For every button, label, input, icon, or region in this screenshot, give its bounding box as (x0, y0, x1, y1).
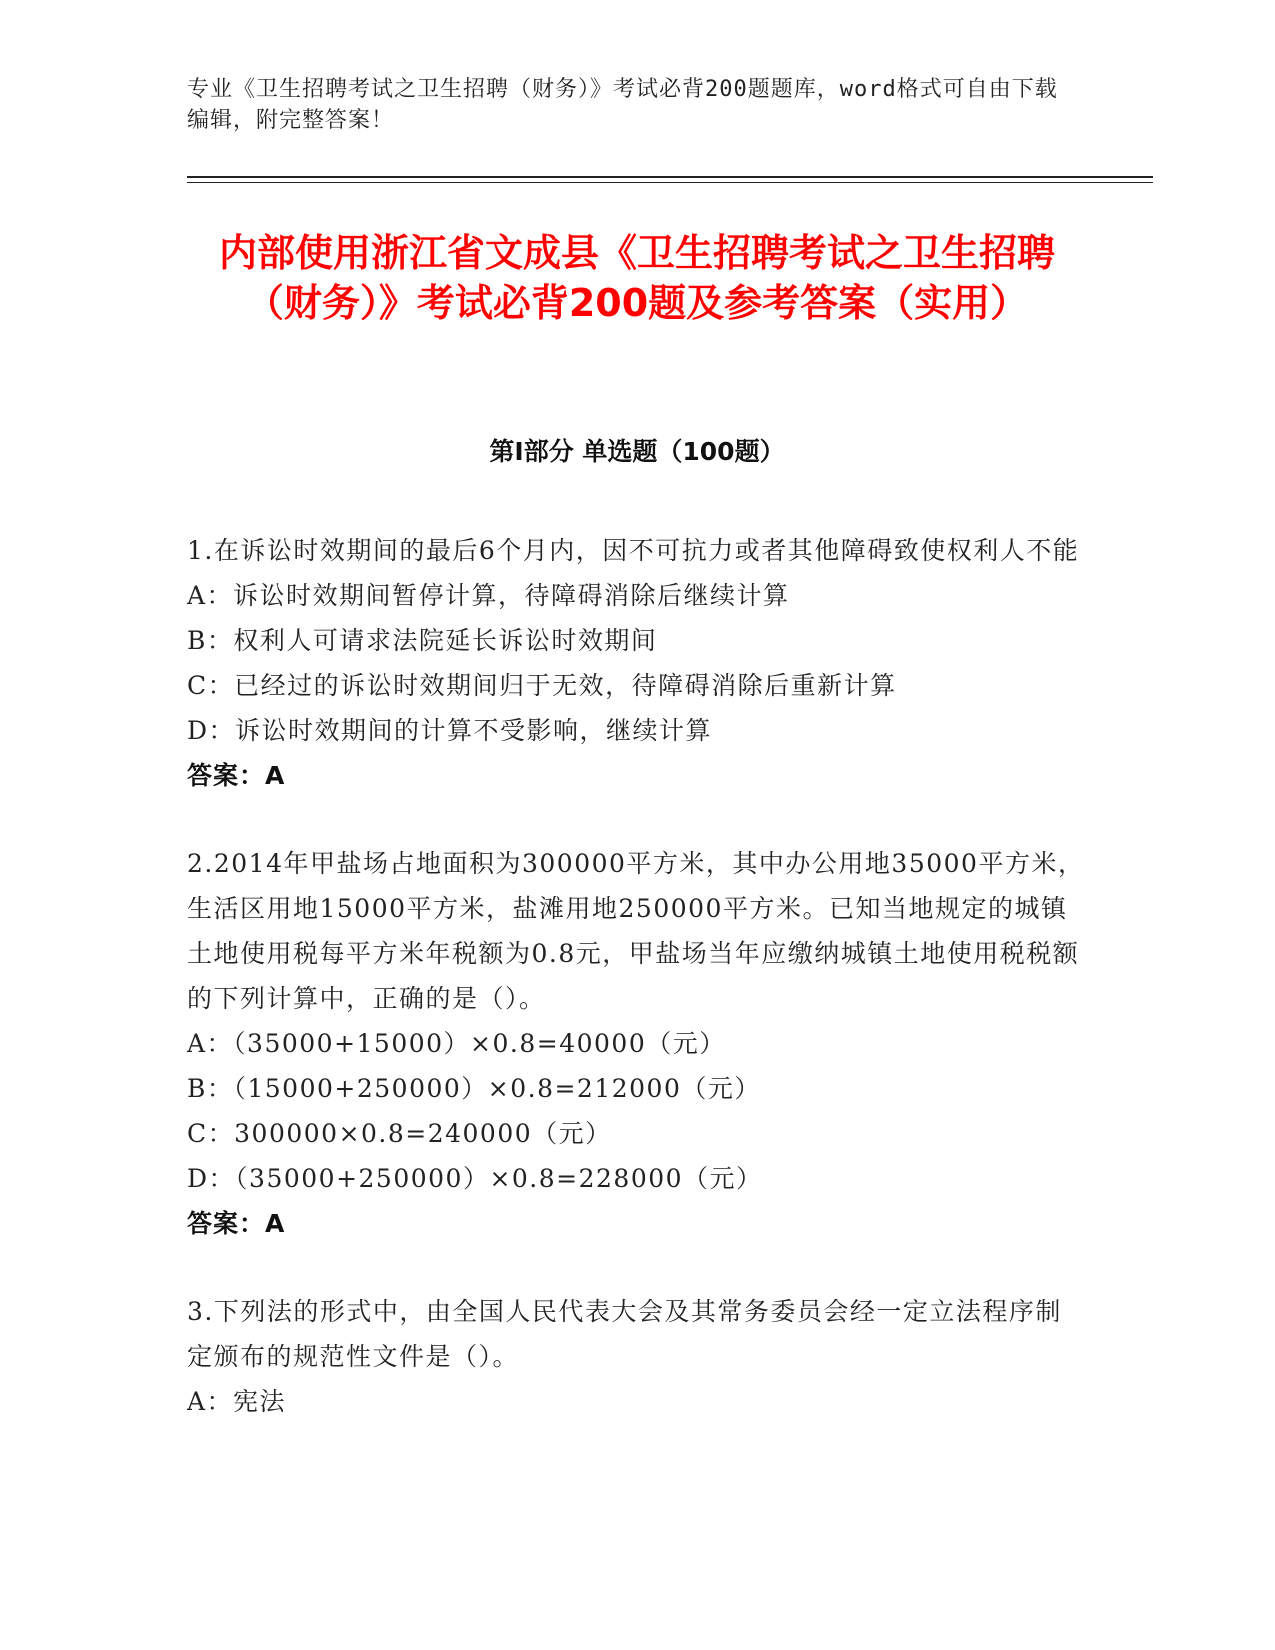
question-list (187, 528, 1087, 1467)
answer-line: 答案：A (187, 1209, 286, 1238)
option-d: D：（35000+250000）×0.8=228000（元） (187, 1164, 763, 1193)
header-divider-thick (187, 176, 1153, 178)
option-b: B：权利人可请求法院延长诉讼时效期间 (187, 626, 658, 655)
header-note: 专业《卫生招聘考试之卫生招聘（财务）》考试必背200题题库，word格式可自由下载编辑，附完整答案！ (187, 77, 1058, 133)
option-b: B：（15000+250000）×0.8=212000（元） (187, 1074, 761, 1103)
question-2 (187, 841, 1087, 1246)
question-3 (187, 1289, 1087, 1424)
header-divider-thin (187, 182, 1153, 183)
document-title: 内部使用浙江省文成县《卫生招聘考试之卫生招聘（财务）》考试必背200题及参考答案（实用） (218, 231, 1055, 325)
section-title: 第I部分 单选题（100题） (489, 437, 785, 466)
option-c: C：300000×0.8=240000（元） (187, 1119, 612, 1148)
option-c: C：已经过的诉讼时效期间归于无效，待障碍消除后重新计算 (187, 671, 897, 700)
question-1 (187, 528, 1087, 798)
option-a: A：宪法 (187, 1387, 287, 1416)
option-d: D：诉讼时效期间的计算不受影响，继续计算 (187, 716, 713, 745)
option-a: A：诉讼时效期间暂停计算，待障碍消除后继续计算 (187, 581, 790, 610)
question-stem: 1.在诉讼时效期间的最后6个月内，因不可抗力或者其他障碍致使权利人不能 (187, 536, 1080, 565)
question-stem: 3.下列法的形式中，由全国人民代表大会及其常务委员会经一定立法程序制定颁布的规范性文件是（）。 (187, 1297, 1062, 1371)
option-a: A：（35000+15000）×0.8=40000（元） (187, 1029, 726, 1058)
question-stem: 2.2014年甲盐场占地面积为300000平方米，其中办公用地35000平方米，生活区用地15000平方米，盐滩用地250000平方米。已知当地规定的城镇土地使用税每平方米年税额为0.8元，甲盐场当年应缴纳城镇土地使用税税额的下列计算中，正确的是（）。 (187, 849, 1085, 1013)
answer-line: 答案：A (187, 761, 286, 790)
